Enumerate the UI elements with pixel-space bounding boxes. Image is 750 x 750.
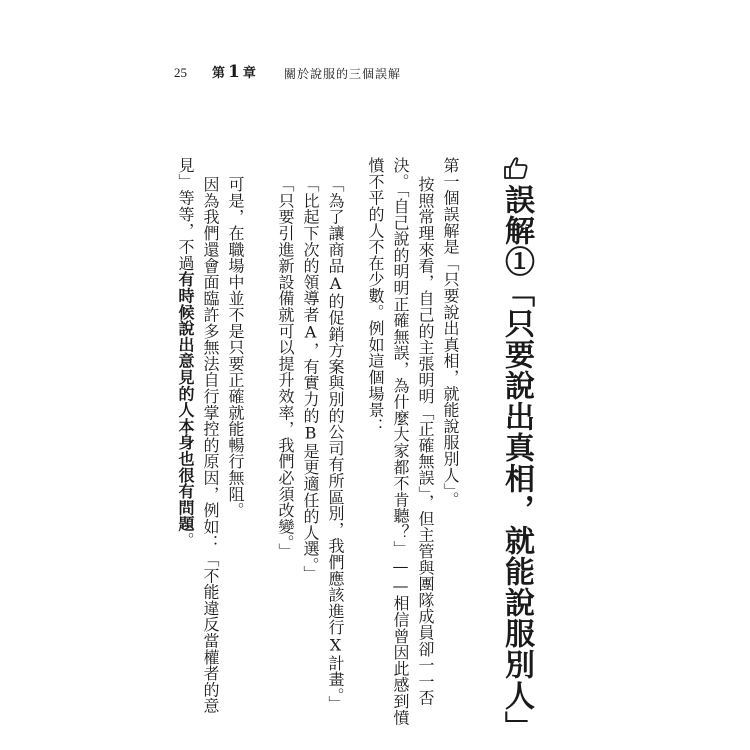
chapter-number: 1 xyxy=(228,62,240,82)
chapter-title: 關於說服的三個誤解 xyxy=(284,67,402,81)
heading-title: 「只要說出真相，就能說服別人」 xyxy=(499,277,534,742)
quote-line: 「比起下次的領導者A，有實力的B是更適任的人選。」 xyxy=(301,176,320,582)
thumbs-up-icon xyxy=(503,156,529,180)
line-start: 見」等等，不過 xyxy=(176,157,195,272)
body-line: 因為我們還會面臨許多無法自行掌控的原因，例如：「不能違反當權者的意 xyxy=(201,176,220,714)
section-heading xyxy=(498,184,534,742)
body-line xyxy=(175,157,195,548)
body-line: 憤不平的人不在少數。例如這個場景： xyxy=(366,157,385,435)
chapter-label xyxy=(212,62,256,82)
chapter-suffix: 章 xyxy=(242,66,256,81)
emphasized-text: 有時候說出意見的人本身也很有問題 xyxy=(176,271,195,532)
body-line: 可是，在職場中並不是只要正確就能暢行無阻。 xyxy=(226,176,245,519)
body-line: 按照常理來看，自己的主張明明「正確無誤」，但主管與團隊成員卻一一否 xyxy=(416,176,435,706)
page-number: 25 xyxy=(174,65,187,80)
heading-number: ① xyxy=(499,246,534,277)
quote-line: 「為了讓商品A的促銷方案與別的公司有所區別，我們應該進行X計畫。」 xyxy=(326,176,345,712)
quote-line: 「只要引進新設備就可以提升效率，我們必須改變。」 xyxy=(276,176,295,560)
heading-label: 誤解 xyxy=(499,184,534,246)
line-end: 。 xyxy=(176,531,195,549)
body-line: 第一個誤解是「只要說出真相，就能說服別人」。 xyxy=(441,157,460,508)
body-line: 決。「自己說的明明正確無誤，為什麼大家都不肯聽？」——相信曾因此感到憤 xyxy=(391,157,410,726)
chapter-prefix: 第 xyxy=(212,66,226,81)
